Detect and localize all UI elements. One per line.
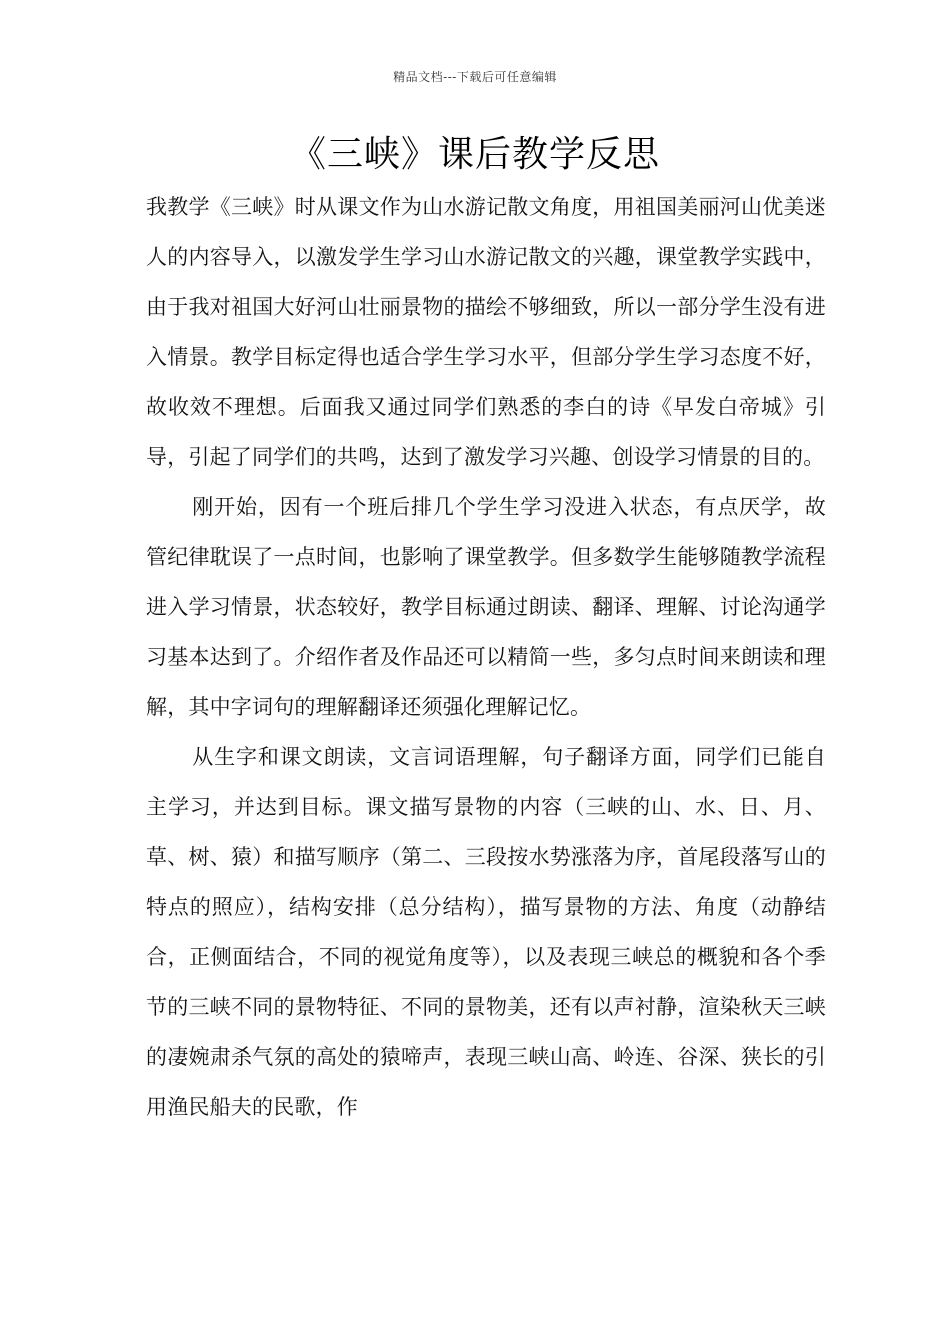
paragraph-1: 我教学《三峡》时从课文作为山水游记散文角度，用祖国美丽河山优美迷人的内容导入，以激发学生学习山水游记散文的兴趣，课堂教学实践中，由于我对祖国大好河山壮丽景物的描绘不够细致，所以一部分学生没有进入情景。教学目标定得也适合学生学习水平，但部分学生学习态度不好，故收效不理想。后面我又通过同学们熟悉的李白的诗《早发白帝城》引导，引起了同学们的共鸣，达到了激发学习兴趣、创设学习情景的目的。 — [146, 195, 826, 469]
document-title: 《三峡》课后教学反思 — [289, 134, 660, 175]
document-body — [146, 182, 826, 1132]
header-note: 精品文档---下载后可任意编辑 — [393, 70, 557, 84]
paragraph-3: 从生字和课文朗读，文言词语理解，句子翻译方面，同学们已能自主学习，并达到目标。课文描写景物的内容（三峡的山、水、日、月、草、树、猿）和描写顺序（第二、三段按水势涨落为序，首尾段落写山的特点的照应），结构安排（总分结构），描写景物的方法、角度（动静结合，正侧面结合，不同的视觉角度等），以及表现三峡总的概貌和各个季节的三峡不同的景物特征、不同的景物美，还有以声衬静，渲染秋天三峡的凄婉肃杀气氛的高处的猿啼声，表现三峡山高、岭连、谷深、狭长的引用渔民船夫的民歌，作 — [146, 745, 826, 1119]
paragraph-2: 刚开始，因有一个班后排几个学生学习没进入状态，有点厌学，故管纪律耽误了一点时间，也影响了课堂教学。但多数学生能够随教学流程进入学习情景，状态较好，教学目标通过朗读、翻译、理解、讨论沟通学习基本达到了。介绍作者及作品还可以精简一些，多匀点时间来朗读和理解，其中字词句的理解翻译还须强化理解记忆。 — [146, 495, 826, 719]
